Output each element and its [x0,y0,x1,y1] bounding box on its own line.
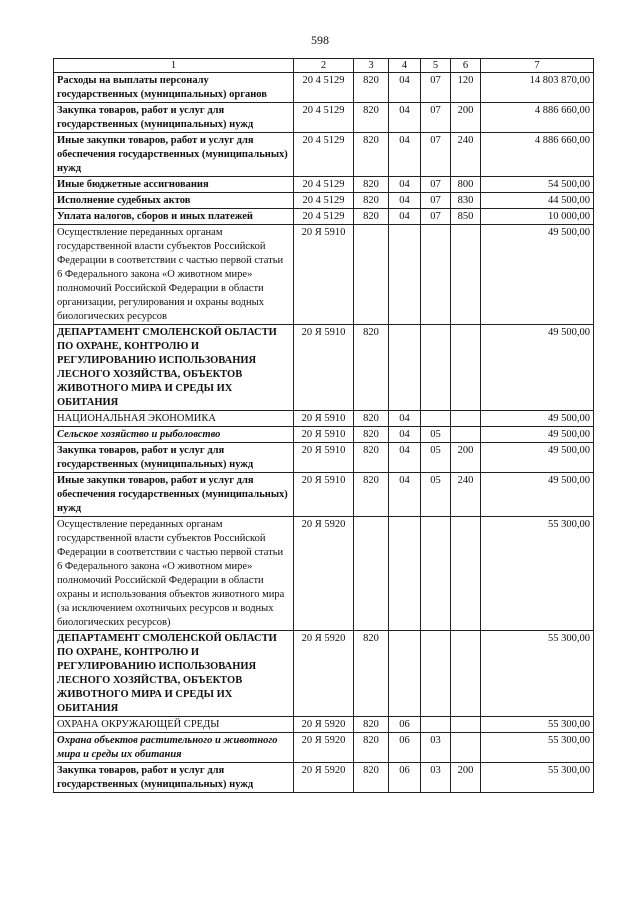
table-row [54,443,594,473]
header-cell-2: 2 [294,59,354,73]
row-name-cell: ОХРАНА ОКРУЖАЮЩЕЙ СРЕДЫ [54,717,294,733]
row-name-cell: Исполнение судебных актов [54,193,294,209]
target-code-cell: 20 Я 5920 [294,631,354,717]
ministry-code-cell: 820 [354,73,389,103]
target-code-cell: 20 Я 5910 [294,427,354,443]
expense-type-cell: 120 [451,73,481,103]
ministry-code-cell: 820 [354,631,389,717]
section-code-cell: 04 [389,177,421,193]
row-name-cell: Уплата налогов, сборов и иных платежей [54,209,294,225]
subsection-code-cell [421,717,451,733]
target-code-cell: 20 Я 5910 [294,443,354,473]
ministry-code-cell: 820 [354,733,389,763]
section-code-cell [389,225,421,325]
expense-type-cell: 800 [451,177,481,193]
table-row [54,763,594,793]
header-cell-4: 4 [389,59,421,73]
header-cell-6: 6 [451,59,481,73]
subsection-code-cell: 03 [421,763,451,793]
table-row [54,177,594,193]
expense-type-cell: 850 [451,209,481,225]
header-cell-5: 5 [421,59,451,73]
section-code-cell [389,325,421,411]
ministry-code-cell: 820 [354,177,389,193]
target-code-cell: 20 4 5129 [294,73,354,103]
subsection-code-cell: 05 [421,473,451,517]
section-code-cell: 04 [389,427,421,443]
table-row [54,411,594,427]
row-name-cell: Осуществление переданных органам государственной власти субъектов Российской Федерации в соответствии с частью первой статьи 6 Федерального закона «О животном мире» полномочий Российской Федерации в области организации, регулирования и охраны водных биологических ресурсов [54,225,294,325]
amount-cell: 49 500,00 [481,443,594,473]
ministry-code-cell: 820 [354,427,389,443]
amount-cell: 10 000,00 [481,209,594,225]
header-cell-1: 1 [54,59,294,73]
ministry-code-cell: 820 [354,133,389,177]
target-code-cell: 20 Я 5920 [294,733,354,763]
row-name-cell: Охрана объектов растительного и животного мира и среды их обитания [54,733,294,763]
target-code-cell: 20 Я 5910 [294,325,354,411]
target-code-cell: 20 4 5129 [294,133,354,177]
amount-cell: 49 500,00 [481,411,594,427]
ministry-code-cell: 820 [354,763,389,793]
expense-type-cell: 240 [451,133,481,177]
target-code-cell: 20 4 5129 [294,193,354,209]
expense-type-cell: 200 [451,103,481,133]
table-row [54,473,594,517]
section-code-cell: 04 [389,209,421,225]
row-name-cell: Расходы на выплаты персоналу государственных (муниципальных) органов [54,73,294,103]
section-code-cell: 04 [389,473,421,517]
subsection-code-cell: 03 [421,733,451,763]
expense-type-cell [451,517,481,631]
subsection-code-cell [421,631,451,717]
row-name-cell: ДЕПАРТАМЕНТ СМОЛЕНСКОЙ ОБЛАСТИ ПО ОХРАНЕ, КОНТРОЛЮ И РЕГУЛИРОВАНИЮ ИСПОЛЬЗОВАНИЯ ЛЕСНОГО ХОЗЯЙСТВА, ОБЪЕКТОВ ЖИВОТНОГО МИРА И СРЕДЫ ИХ ОБИТАНИЯ [54,325,294,411]
table-row [54,427,594,443]
subsection-code-cell [421,225,451,325]
expense-type-cell [451,427,481,443]
ministry-code-cell: 820 [354,209,389,225]
subsection-code-cell: 07 [421,73,451,103]
expense-type-cell [451,631,481,717]
amount-cell: 49 500,00 [481,427,594,443]
subsection-code-cell [421,325,451,411]
ministry-code-cell [354,225,389,325]
section-code-cell: 04 [389,443,421,473]
row-name-cell: Осуществление переданных органам государственной власти субъектов Российской Федерации в соответствии с частью первой статьи 6 Федерального закона «О животном мире» полномочий Российской Федерации в области охраны и использования объектов животного мира (за исключением охотничьих ресурсов и водных биологических ресурсов) [54,517,294,631]
ministry-code-cell: 820 [354,443,389,473]
section-code-cell: 06 [389,733,421,763]
row-name-cell: Закупка товаров, работ и услуг для государственных (муниципальных) нужд [54,443,294,473]
row-name-cell: Закупка товаров, работ и услуг для государственных (муниципальных) нужд [54,103,294,133]
subsection-code-cell: 07 [421,133,451,177]
row-name-cell: Иные закупки товаров, работ и услуг для обеспечения государственных (муниципальных) нужд [54,133,294,177]
amount-cell: 49 500,00 [481,325,594,411]
subsection-code-cell [421,411,451,427]
table-row [54,517,594,631]
section-code-cell [389,517,421,631]
expense-type-cell [451,717,481,733]
table-row [54,133,594,177]
header-cell-7: 7 [481,59,594,73]
section-code-cell: 04 [389,73,421,103]
amount-cell: 55 300,00 [481,763,594,793]
row-name-cell: Иные закупки товаров, работ и услуг для обеспечения государственных (муниципальных) нужд [54,473,294,517]
amount-cell: 49 500,00 [481,473,594,517]
target-code-cell: 20 Я 5920 [294,763,354,793]
amount-cell: 55 300,00 [481,717,594,733]
table-row [54,209,594,225]
subsection-code-cell [421,517,451,631]
row-name-cell: Иные бюджетные ассигнования [54,177,294,193]
target-code-cell: 20 Я 5910 [294,473,354,517]
row-name-cell: Сельское хозяйство и рыболовство [54,427,294,443]
amount-cell: 55 300,00 [481,517,594,631]
table-row [54,225,594,325]
table-row [54,717,594,733]
ministry-code-cell: 820 [354,473,389,517]
ministry-code-cell: 820 [354,325,389,411]
row-name-cell: НАЦИОНАЛЬНАЯ ЭКОНОМИКА [54,411,294,427]
table-row [54,103,594,133]
ministry-code-cell: 820 [354,717,389,733]
section-code-cell: 04 [389,411,421,427]
amount-cell: 4 886 660,00 [481,133,594,177]
amount-cell: 55 300,00 [481,631,594,717]
amount-cell: 55 300,00 [481,733,594,763]
amount-cell: 49 500,00 [481,225,594,325]
target-code-cell: 20 4 5129 [294,209,354,225]
table-row [54,193,594,209]
budget-table [53,58,594,793]
table-row [54,733,594,763]
target-code-cell: 20 4 5129 [294,103,354,133]
expense-type-cell [451,325,481,411]
section-code-cell [389,631,421,717]
expense-type-cell [451,411,481,427]
subsection-code-cell: 05 [421,427,451,443]
amount-cell: 54 500,00 [481,177,594,193]
ministry-code-cell: 820 [354,193,389,209]
target-code-cell: 20 4 5129 [294,177,354,193]
header-row [54,59,594,73]
amount-cell: 44 500,00 [481,193,594,209]
section-code-cell: 04 [389,133,421,177]
target-code-cell: 20 Я 5920 [294,517,354,631]
expense-type-cell [451,733,481,763]
section-code-cell: 04 [389,193,421,209]
header-cell-3: 3 [354,59,389,73]
target-code-cell: 20 Я 5910 [294,411,354,427]
subsection-code-cell: 07 [421,103,451,133]
expense-type-cell: 240 [451,473,481,517]
table-body [54,59,594,793]
expense-type-cell: 200 [451,443,481,473]
target-code-cell: 20 Я 5920 [294,717,354,733]
ministry-code-cell: 820 [354,411,389,427]
subsection-code-cell: 07 [421,177,451,193]
expense-type-cell [451,225,481,325]
amount-cell: 4 886 660,00 [481,103,594,133]
expense-type-cell: 830 [451,193,481,209]
table-row [54,325,594,411]
page-number: 598 [311,33,329,47]
row-name-cell: Закупка товаров, работ и услуг для государственных (муниципальных) нужд [54,763,294,793]
expense-type-cell: 200 [451,763,481,793]
section-code-cell: 04 [389,103,421,133]
ministry-code-cell: 820 [354,103,389,133]
section-code-cell: 06 [389,717,421,733]
table-row [54,631,594,717]
row-name-cell: ДЕПАРТАМЕНТ СМОЛЕНСКОЙ ОБЛАСТИ ПО ОХРАНЕ, КОНТРОЛЮ И РЕГУЛИРОВАНИЮ ИСПОЛЬЗОВАНИЯ ЛЕСНОГО ХОЗЯЙСТВА, ОБЪЕКТОВ ЖИВОТНОГО МИРА И СРЕДЫ ИХ ОБИТАНИЯ [54,631,294,717]
table-row [54,73,594,103]
subsection-code-cell: 07 [421,209,451,225]
subsection-code-cell: 05 [421,443,451,473]
subsection-code-cell: 07 [421,193,451,209]
ministry-code-cell [354,517,389,631]
target-code-cell: 20 Я 5910 [294,225,354,325]
amount-cell: 14 803 870,00 [481,73,594,103]
section-code-cell: 06 [389,763,421,793]
